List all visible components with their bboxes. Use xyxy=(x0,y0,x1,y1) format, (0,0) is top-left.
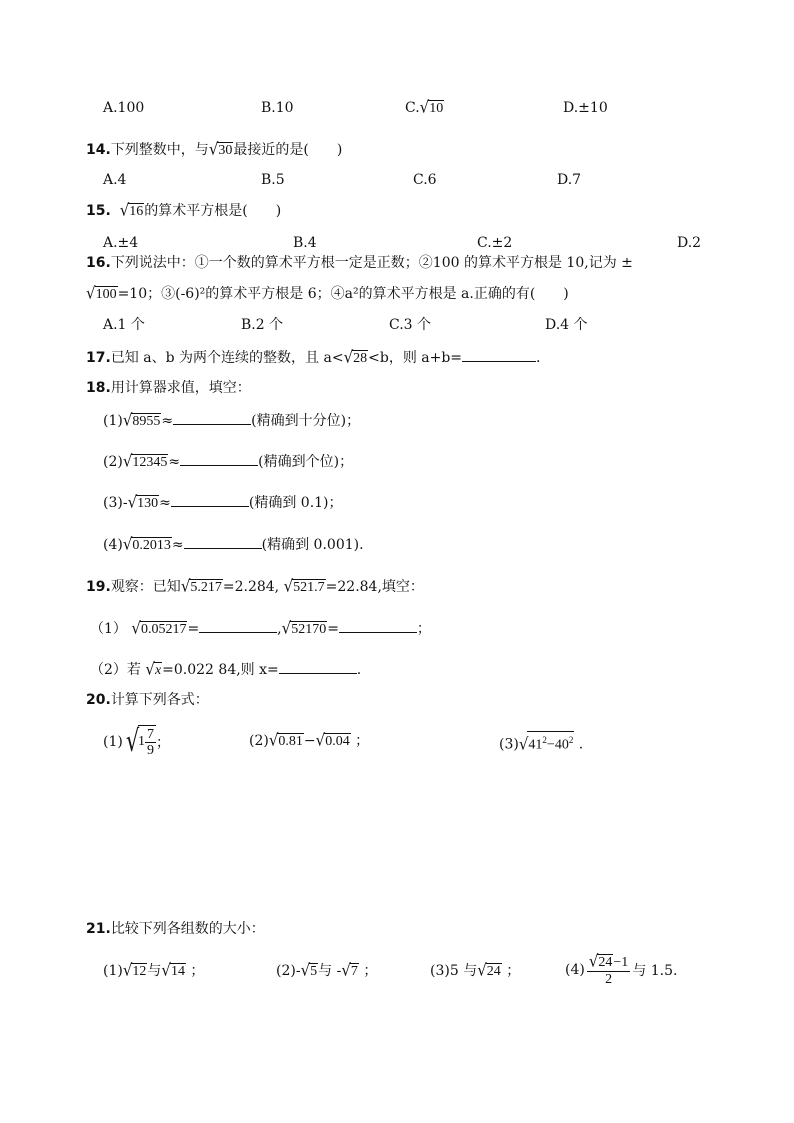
q19-part-2: （2）若 √x=0.022 84,则 x= . xyxy=(90,659,362,679)
q15-option-c: C.±2 xyxy=(477,235,513,251)
q16-option-d: D.4 个 xyxy=(545,317,588,333)
question-17: 17.已知 a、b 为两个连续的整数，且 a<√28<b，则 a+b= . xyxy=(86,347,541,367)
q19-part-1: （1） √0.05217= ,√52170= ； xyxy=(90,618,431,638)
sqrt-5.217: √5.217 xyxy=(180,576,222,596)
sqrt-0.2013: √0.2013 xyxy=(122,534,171,554)
big-sqrt-symbol: √ xyxy=(125,724,140,759)
q16-option-b: B.2 个 xyxy=(241,317,284,333)
question-19: 19.观察：已知√5.217=2.284, √521.7=22.84,填空： xyxy=(86,576,424,596)
q13-option-a: A.100 xyxy=(103,100,145,116)
q20-item-1: (1) √ 1 $\frac{7}{9}$ ； xyxy=(103,724,170,759)
question-15: 15. √16的算术平方根是( ) xyxy=(86,200,282,220)
q14-option-a: A.4 xyxy=(103,172,127,188)
question-14: 14.下列整数中，与√30最接近的是( ) xyxy=(86,139,343,159)
answer-blank[interactable] xyxy=(462,347,536,362)
answer-blank[interactable] xyxy=(180,451,258,466)
sqrt-0.81: √0.81 xyxy=(268,730,303,750)
q21-item-4: (4) $\frac{√24-1}{2}$ 与 1.5. xyxy=(565,951,678,987)
q13-option-d: D.±10 xyxy=(563,100,608,116)
q15-option-d: D.2 xyxy=(677,235,702,251)
q13-option-c: C.√10 xyxy=(405,97,444,117)
q14-option-b: B.5 xyxy=(261,172,285,188)
q20-item-2: (2)√0.81−√0.04 ； xyxy=(249,730,370,750)
answer-blank[interactable] xyxy=(339,618,417,633)
sqrt-41-squared-minus-40-squared: $√41^2-40^2$ xyxy=(519,731,574,754)
sqrt-x: √x xyxy=(145,659,162,679)
sqrt-24: √24 xyxy=(477,960,501,980)
sqrt-10: √10 xyxy=(419,97,444,117)
question-16-line1: 16.下列说法中：①一个数的算术平方根一定是正数；②100 的算术平方根是 10,记为 ± xyxy=(86,255,633,271)
question-16-line2: √100=10；③(-6)²的算术平方根是 6；④a²的算术平方根是 a.正确的有( ) xyxy=(86,283,569,303)
q18-item-1: (1)√8955≈ (精确到十分位)； xyxy=(103,410,361,430)
q18-item-3: (3)-√130≈ (精确到 0.1)； xyxy=(103,492,343,512)
sqrt-30: √30 xyxy=(208,139,233,159)
sqrt-12: √12 xyxy=(122,960,147,980)
sqrt-16: √16 xyxy=(119,200,144,220)
q21-item-1: (1)√12与√14 ； xyxy=(103,960,205,980)
question-18: 18.用计算器求值，填空： xyxy=(86,380,251,396)
answer-blank[interactable] xyxy=(171,492,249,507)
q15-option-b: B.4 xyxy=(293,235,317,251)
q13-option-b: B.10 xyxy=(261,100,294,116)
sqrt-14: √14 xyxy=(161,960,185,980)
answer-blank[interactable] xyxy=(173,410,251,425)
answer-blank[interactable] xyxy=(184,534,262,549)
sqrt-52170: √52170 xyxy=(281,618,327,638)
q14-option-c: C.6 xyxy=(413,172,437,188)
sqrt-130: √130 xyxy=(127,492,159,512)
sqrt-8955: √8955 xyxy=(122,410,161,430)
answer-blank[interactable] xyxy=(279,659,357,674)
sqrt-24: √24 xyxy=(588,951,613,971)
q16-option-a: A.1 个 xyxy=(103,317,145,333)
sqrt-12345: √12345 xyxy=(122,451,168,471)
sqrt-28: √28 xyxy=(343,347,368,367)
sqrt-100: √100 xyxy=(86,283,117,303)
question-20: 20.计算下列各式： xyxy=(86,692,209,708)
answer-blank[interactable] xyxy=(199,618,277,633)
q14-option-d: D.7 xyxy=(557,172,582,188)
q21-item-3: (3)5 与√24 ； xyxy=(430,960,521,980)
sqrt-521.7: √521.7 xyxy=(283,576,325,596)
q15-option-a: A.±4 xyxy=(103,235,139,251)
q21-item-2: (2)-√5与 -√7 ； xyxy=(276,960,378,980)
q18-item-2: (2)√12345≈ (精确到个位)； xyxy=(103,451,354,471)
q20-item-3: $(3)√41^2-40^2$ . xyxy=(499,731,583,751)
q18-item-4: (4)√0.2013≈ (精确到 0.001). xyxy=(103,534,364,554)
question-21: 21.比较下列各组数的大小： xyxy=(86,921,265,937)
q16-option-c: C.3 个 xyxy=(389,317,432,333)
sqrt-7: √7 xyxy=(341,960,358,980)
sqrt-0.04: √0.04 xyxy=(315,730,350,750)
sqrt-0.05217: √0.05217 xyxy=(131,618,187,638)
sqrt-5: √5 xyxy=(300,960,318,980)
